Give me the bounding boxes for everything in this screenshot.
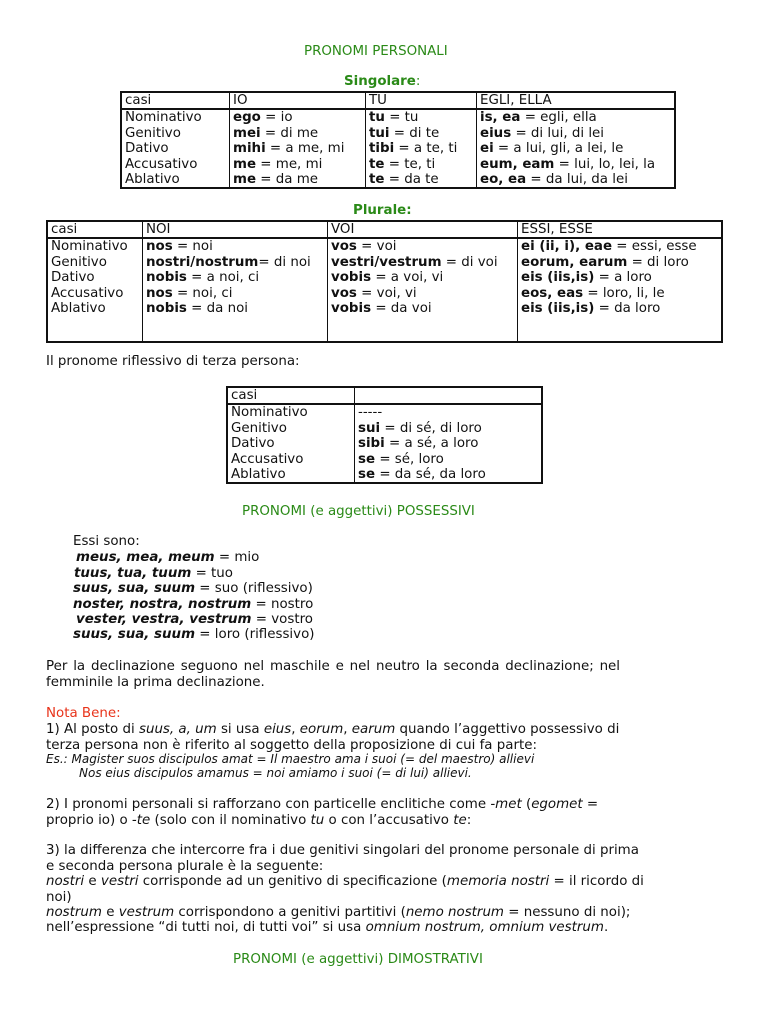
plur-header-casi: casi — [47, 221, 143, 238]
case-label: Genitivo — [125, 125, 181, 141]
form-line: tu = tu — [369, 110, 419, 126]
form-line: ei (ii, i), eae = essi, esse — [521, 239, 697, 255]
plurale-table — [46, 220, 723, 343]
form-line: vos = voi, vi — [331, 285, 417, 301]
case-label: Genitivo — [51, 254, 107, 270]
nota-bene-3-cont: noi) — [46, 890, 72, 905]
nota-bene-1: 1) Al posto di suus, a, um si usa eius, eorum, earum quando l’aggettivo possessivo di — [46, 722, 620, 737]
example-sentence: Nos eius discipulos amamus = noi amiamo i suoi (= di lui) allievi. — [79, 766, 472, 780]
case-label: Dativo — [51, 270, 95, 286]
plur-essi-cell — [518, 238, 723, 342]
form-line: eum, eam = lui, lo, lei, la — [480, 156, 656, 172]
case-label: Accusativo — [125, 156, 198, 172]
case-label: Genitivo — [231, 420, 287, 436]
nota-bene-heading: Nota Bene: — [46, 706, 121, 721]
possessivo-line: suus, sua, suum = loro (riflessivo) — [73, 627, 315, 642]
case-label: Dativo — [231, 436, 275, 452]
declinazione-text: Per la declinazione seguono nel maschile e nel neutro la seconda declinazione; nel — [46, 659, 621, 674]
case-label: Nominativo — [231, 405, 308, 421]
form-line: se = sé, loro — [358, 451, 444, 467]
nota-bene-3-cont: nostrum e vestrum corrispondono a genitivi partitivi (nemo nostrum = nessuno di noi); — [46, 905, 631, 920]
singolare-colon: : — [415, 74, 421, 89]
form-line: se = da sé, da loro — [358, 467, 486, 483]
case-label: Ablativo — [231, 467, 286, 483]
rifl-header-casi: casi — [227, 387, 355, 404]
case-label: Nominativo — [125, 110, 202, 126]
section-title-personali: PRONOMI PERSONALI — [304, 44, 448, 59]
riflessivo-table — [226, 386, 543, 484]
essi-sono: Essi sono: — [73, 534, 140, 549]
plur-header-essi: ESSI, ESSE — [518, 221, 723, 238]
nota-bene-2-cont: proprio io) o -te (solo con il nominativo tu o con l’accusativo te: — [46, 813, 472, 828]
plur-header-voi: VOI — [328, 221, 518, 238]
sing-io-cell — [230, 109, 366, 188]
nota-bene-1-cont: terza persona non è riferito al soggetto della proposizione di cui fa parte: — [46, 738, 537, 753]
form-line: nos = noi — [146, 239, 213, 255]
form-line: nobis = a noi, ci — [146, 270, 260, 286]
form-line: nostri/nostrum= di noi — [146, 254, 311, 270]
form-line: me = me, mi — [233, 156, 323, 172]
form-line: ei = a lui, gli, a lei, le — [480, 141, 624, 157]
form-line: mihi = a me, mi — [233, 141, 345, 157]
riflessivo-intro: Il pronome riflessivo di terza persona: — [46, 354, 300, 369]
nota-bene-3-cont: nell’espressione “di tutti noi, di tutti voi” si usa omnium nostrum, omnium vestrum. — [46, 920, 609, 935]
form-line: ego = io — [233, 110, 293, 126]
plurale-heading: Plurale: — [353, 203, 412, 218]
form-line: vos = voi — [331, 239, 397, 255]
form-line: eorum, earum = di loro — [521, 254, 689, 270]
nota-bene-3-cont: nostri e vestri corrisponde ad un genitivo di specificazione (memoria nostri = il ricordo di — [46, 874, 644, 889]
example-sentence: Es.: Magister suos discipulos amat = Il maestro ama i suoi (= del maestro) allievi — [46, 752, 535, 766]
case-label: Dativo — [125, 141, 169, 157]
form-line: tibi = a te, ti — [369, 141, 458, 157]
sing-cases-cell — [121, 109, 230, 188]
form-line: sui = di sé, di loro — [358, 420, 482, 436]
form-line: tui = di te — [369, 125, 440, 141]
nota-bene-2: 2) I pronomi personali si rafforzano con particelle enclitiche come -met (egomet = — [46, 797, 599, 812]
form-line: nobis = da noi — [146, 301, 248, 317]
declinazione-text: femminile la prima declinazione. — [46, 675, 265, 690]
form-line: eos, eas = loro, li, le — [521, 285, 665, 301]
rifl-cases-cell — [227, 404, 355, 483]
case-label: Accusativo — [51, 285, 124, 301]
rifl-values-cell — [355, 404, 543, 483]
rifl-header-empty — [355, 387, 543, 404]
sing-egli-cell — [477, 109, 676, 188]
form-line: te = da te — [369, 172, 439, 188]
plur-noi-cell — [143, 238, 328, 342]
possessivo-line: vester, vestra, vestrum = vostro — [76, 612, 313, 627]
sing-header-io: IO — [230, 92, 366, 109]
nota-bene-3-cont: e seconda persona plurale è la seguente: — [46, 859, 324, 874]
form-line: te = te, ti — [369, 156, 436, 172]
case-label: Accusativo — [231, 451, 304, 467]
section-title-possessivi: PRONOMI (e aggettivi) POSSESSIVI — [242, 504, 475, 519]
form-line: is, ea = egli, ella — [480, 110, 597, 126]
plur-cases-cell — [47, 238, 143, 342]
form-line: eis (iis,is) = a loro — [521, 270, 652, 286]
form-line: vobis = a voi, vi — [331, 270, 444, 286]
case-label: Nominativo — [51, 239, 128, 255]
possessivo-line: meus, mea, meum = mio — [76, 550, 260, 565]
form-line: sibi = a sé, a loro — [358, 436, 479, 452]
nota-bene-3: 3) la differenza che intercorre fra i due genitivi singolari del pronome personale di prima — [46, 843, 639, 858]
singolare-table — [120, 91, 676, 189]
form-line: mei = di me — [233, 125, 319, 141]
form-line: me = da me — [233, 172, 319, 188]
possessivo-line: noster, nostra, nostrum = nostro — [73, 597, 314, 612]
plur-header-noi: NOI — [143, 221, 328, 238]
form-line: vobis = da voi — [331, 301, 432, 317]
form-line: vestri/vestrum = di voi — [331, 254, 498, 270]
sing-header-egli: EGLI, ELLA — [477, 92, 676, 109]
case-label: Ablativo — [51, 301, 106, 317]
possessivo-line: tuus, tua, tuum = tuo — [74, 566, 233, 581]
plur-voi-cell — [328, 238, 518, 342]
form-line: eis (iis,is) = da loro — [521, 301, 661, 317]
form-line: eius = di lui, di lei — [480, 125, 604, 141]
sing-header-casi: casi — [121, 92, 230, 109]
form-line: ----- — [358, 405, 383, 421]
sing-header-tu: TU — [366, 92, 477, 109]
form-line: nos = noi, ci — [146, 285, 233, 301]
sing-tu-cell — [366, 109, 477, 188]
case-label: Ablativo — [125, 172, 180, 188]
form-line: eo, ea = da lui, da lei — [480, 172, 628, 188]
possessivo-line: suus, sua, suum = suo (riflessivo) — [73, 581, 313, 596]
section-title-dimostrativi: PRONOMI (e aggettivi) DIMOSTRATIVI — [233, 952, 483, 967]
singolare-heading — [344, 74, 420, 89]
singolare-label: Singolare — [344, 74, 416, 89]
